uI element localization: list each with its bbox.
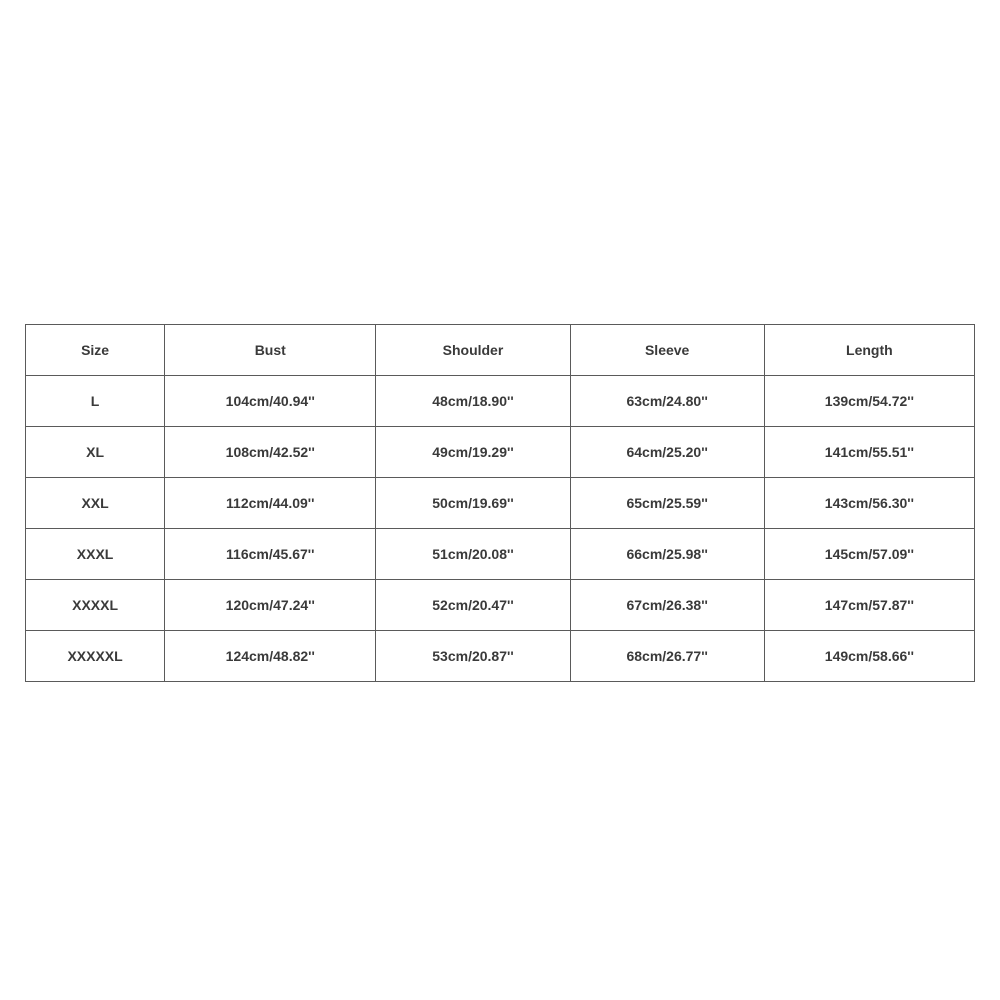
header-shoulder: Shoulder: [376, 325, 570, 376]
cell-bust: 124cm/48.82'': [165, 631, 376, 682]
cell-sleeve: 66cm/25.98'': [570, 529, 764, 580]
table-row: [26, 580, 975, 631]
cell-size: XXXL: [26, 529, 165, 580]
cell-shoulder: 52cm/20.47'': [376, 580, 570, 631]
size-chart-table: [25, 324, 975, 682]
cell-shoulder: 49cm/19.29'': [376, 427, 570, 478]
cell-length: 141cm/55.51'': [764, 427, 974, 478]
table-row: [26, 529, 975, 580]
table-row: [26, 427, 975, 478]
header-bust: Bust: [165, 325, 376, 376]
cell-bust: 104cm/40.94'': [165, 376, 376, 427]
cell-length: 143cm/56.30'': [764, 478, 974, 529]
cell-bust: 112cm/44.09'': [165, 478, 376, 529]
cell-length: 149cm/58.66'': [764, 631, 974, 682]
table-row: [26, 631, 975, 682]
cell-shoulder: 48cm/18.90'': [376, 376, 570, 427]
cell-bust: 120cm/47.24'': [165, 580, 376, 631]
table-row: [26, 376, 975, 427]
header-sleeve: Sleeve: [570, 325, 764, 376]
cell-size: XL: [26, 427, 165, 478]
cell-length: 139cm/54.72'': [764, 376, 974, 427]
header-length: Length: [764, 325, 974, 376]
table-row: [26, 478, 975, 529]
cell-sleeve: 63cm/24.80'': [570, 376, 764, 427]
cell-size: L: [26, 376, 165, 427]
cell-size: XXXXXL: [26, 631, 165, 682]
header-size: Size: [26, 325, 165, 376]
cell-shoulder: 50cm/19.69'': [376, 478, 570, 529]
cell-length: 147cm/57.87'': [764, 580, 974, 631]
table-header-row: [26, 325, 975, 376]
cell-shoulder: 53cm/20.87'': [376, 631, 570, 682]
cell-bust: 116cm/45.67'': [165, 529, 376, 580]
cell-shoulder: 51cm/20.08'': [376, 529, 570, 580]
cell-size: XXXXL: [26, 580, 165, 631]
cell-bust: 108cm/42.52'': [165, 427, 376, 478]
cell-sleeve: 65cm/25.59'': [570, 478, 764, 529]
cell-size: XXL: [26, 478, 165, 529]
cell-length: 145cm/57.09'': [764, 529, 974, 580]
cell-sleeve: 68cm/26.77'': [570, 631, 764, 682]
cell-sleeve: 67cm/26.38'': [570, 580, 764, 631]
cell-sleeve: 64cm/25.20'': [570, 427, 764, 478]
